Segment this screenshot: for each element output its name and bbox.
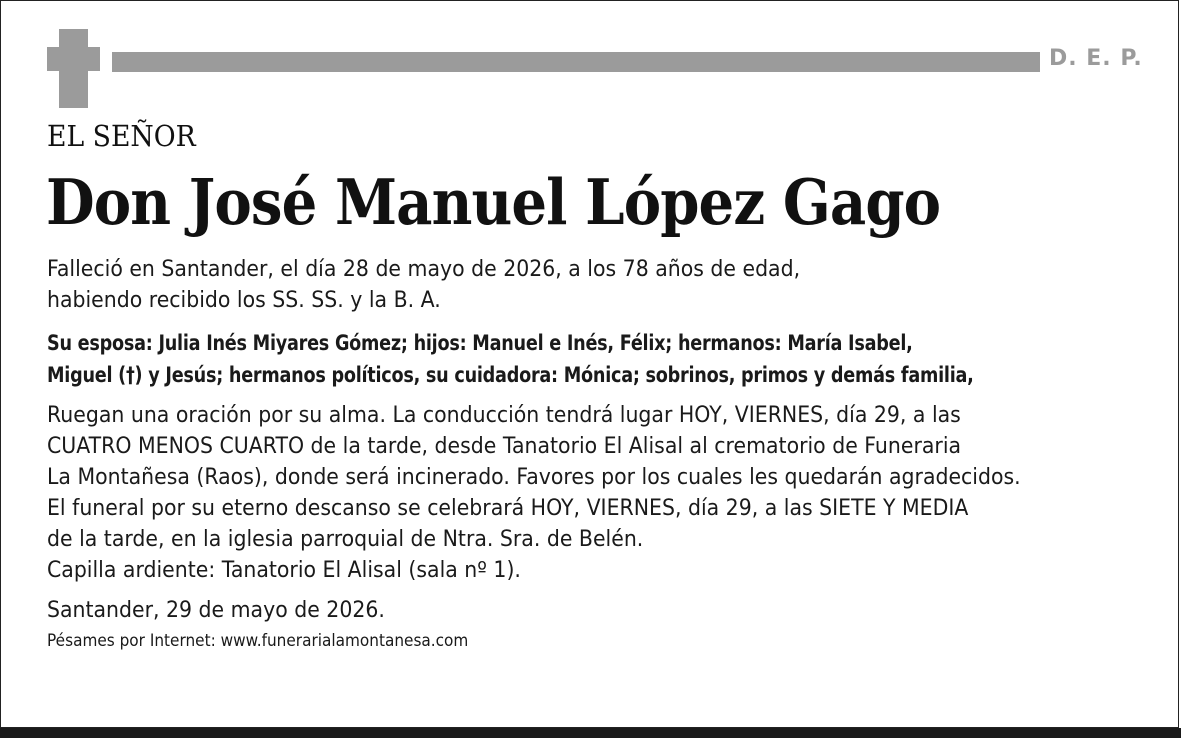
- death-notice-line: habiendo recibido los SS. SS. y la B. A.: [47, 288, 441, 313]
- header-rule: [112, 52, 1040, 72]
- family-paragraph: [47, 327, 1150, 391]
- family-line: Su esposa: Julia Inés Miyares Gómez; hijos: Manuel e Inés, Félix; hermanos: María Isabel,: [47, 331, 913, 355]
- deceased-name: Don José Manuel López Gago: [46, 165, 941, 239]
- dep-label: D. E. P.: [1049, 46, 1143, 71]
- ceremony-line: El funeral por su eterno descanso se celebrará HOY, VIERNES, día 29, a las SIETE Y MEDIA: [47, 496, 969, 521]
- death-notice-line: Falleció en Santander, el día 28 de mayo de 2026, a los 78 años de edad,: [47, 257, 801, 282]
- place-date: Santander, 29 de mayo de 2026.: [47, 598, 385, 623]
- deceased-prefix: EL SEÑOR: [47, 119, 196, 153]
- ceremony-line: Ruegan una oración por su alma. La conducción tendrá lugar HOY, VIERNES, día 29, a las: [47, 403, 961, 428]
- ceremony-line: de la tarde, en la iglesia parroquial de Ntra. Sra. de Belén.: [47, 527, 644, 552]
- condolences-internet: Pésames por Internet: www.funerarialamontanesa.com: [47, 631, 469, 651]
- cross-icon-arm: [47, 47, 100, 71]
- ceremony-line: La Montañesa (Raos), donde será incinerado. Favores por los cuales les quedarán agradecidos.: [47, 465, 1021, 490]
- ceremony-line: Capilla ardiente: Tanatorio El Alisal (sala nº 1).: [47, 558, 521, 583]
- bottom-border-bar: [0, 728, 1181, 738]
- family-line: Miguel (†) y Jesús; hermanos políticos, su cuidadora: Mónica; sobrinos, primos y demás familia,: [47, 363, 974, 387]
- ceremony-line: CUATRO MENOS CUARTO de la tarde, desde Tanatorio El Alisal al crematorio de Funeraria: [47, 434, 962, 459]
- death-notice-paragraph: [47, 254, 857, 316]
- ceremony-paragraph: [47, 400, 1094, 586]
